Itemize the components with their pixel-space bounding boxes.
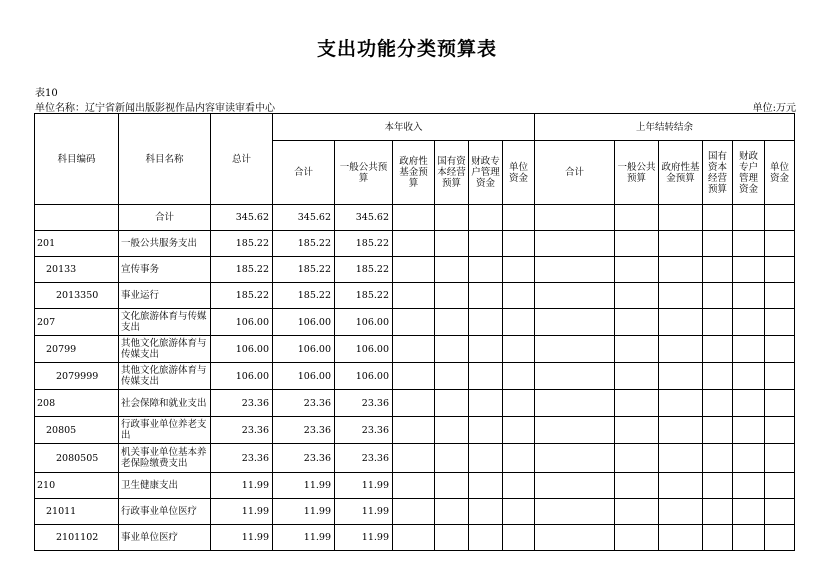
cell-empty — [435, 417, 469, 444]
cell-empty — [703, 257, 733, 283]
cell-empty — [393, 283, 435, 309]
cell-code: 21011 — [35, 499, 119, 525]
cell-empty — [733, 499, 765, 525]
cell-total: 185.22 — [211, 231, 273, 257]
cell-empty — [703, 473, 733, 499]
cell-code: 2079999 — [35, 363, 119, 390]
cell-general-budget: 345.62 — [335, 205, 393, 231]
cell-empty — [615, 390, 659, 417]
unit-name: 单位名称：辽宁省新闻出版影视作品内容审读审看中心 — [35, 103, 275, 114]
table-row — [35, 205, 795, 231]
cell-empty — [615, 444, 659, 473]
header-current-year: 本年收入 — [273, 114, 535, 141]
cell-subtotal: 23.36 — [273, 390, 335, 417]
unit-label: 单位:万元 — [752, 103, 796, 114]
cell-name: 其他文化旅游体育与传媒支出 — [119, 336, 211, 363]
cell-empty — [535, 444, 615, 473]
cell-empty — [469, 525, 503, 551]
cell-empty — [469, 257, 503, 283]
cell-empty — [469, 309, 503, 336]
cell-empty — [435, 473, 469, 499]
cell-code: 20805 — [35, 417, 119, 444]
cell-empty — [615, 283, 659, 309]
cell-general-budget: 106.00 — [335, 336, 393, 363]
cell-empty — [733, 336, 765, 363]
cell-general-budget: 106.00 — [335, 309, 393, 336]
cell-name: 一般公共服务支出 — [119, 231, 211, 257]
cell-empty — [469, 205, 503, 231]
table-row — [35, 417, 795, 444]
cell-general-budget: 185.22 — [335, 283, 393, 309]
cell-empty — [765, 473, 795, 499]
cell-empty — [503, 309, 535, 336]
cell-empty — [733, 525, 765, 551]
header-name: 科目名称 — [119, 114, 211, 205]
cell-empty — [659, 336, 703, 363]
cell-empty — [703, 205, 733, 231]
cell-empty — [659, 499, 703, 525]
cell-subtotal: 185.22 — [273, 257, 335, 283]
table-row — [35, 257, 795, 283]
cell-empty — [703, 283, 733, 309]
cell-empty — [615, 363, 659, 390]
table-number: 表10 — [35, 88, 58, 99]
cell-empty — [535, 205, 615, 231]
cell-empty — [733, 473, 765, 499]
cell-code: 210 — [35, 473, 119, 499]
cell-name: 卫生健康支出 — [119, 473, 211, 499]
cell-empty — [659, 525, 703, 551]
cell-empty — [469, 283, 503, 309]
cell-empty — [469, 417, 503, 444]
cell-empty — [435, 390, 469, 417]
cell-total: 106.00 — [211, 309, 273, 336]
cell-empty — [435, 363, 469, 390]
cell-empty — [535, 525, 615, 551]
cell-empty — [435, 499, 469, 525]
cell-empty — [469, 473, 503, 499]
cell-general-budget: 11.99 — [335, 525, 393, 551]
cell-empty — [503, 283, 535, 309]
table-row — [35, 525, 795, 551]
cell-empty — [503, 473, 535, 499]
cell-empty — [393, 390, 435, 417]
cell-subtotal: 185.22 — [273, 231, 335, 257]
cell-empty — [469, 444, 503, 473]
page-title: 支出功能分类预算表 — [316, 38, 497, 60]
cell-code: 201 — [35, 231, 119, 257]
cell-subtotal: 106.00 — [273, 336, 335, 363]
cell-empty — [615, 525, 659, 551]
cell-empty — [435, 309, 469, 336]
cell-empty — [703, 390, 733, 417]
cell-general-budget: 185.22 — [335, 257, 393, 283]
table-row — [35, 363, 795, 390]
cell-total: 11.99 — [211, 499, 273, 525]
header-general-budget: 一般公共预算 — [335, 141, 393, 205]
cell-code: 208 — [35, 390, 119, 417]
cell-subtotal: 185.22 — [273, 283, 335, 309]
cell-empty — [435, 231, 469, 257]
cell-name: 社会保障和就业支出 — [119, 390, 211, 417]
cell-name: 宣传事务 — [119, 257, 211, 283]
cell-empty — [469, 231, 503, 257]
cell-empty — [503, 205, 535, 231]
cell-empty — [765, 336, 795, 363]
cell-empty — [503, 390, 535, 417]
cell-total: 23.36 — [211, 444, 273, 473]
cell-total: 23.36 — [211, 417, 273, 444]
cell-empty — [703, 336, 733, 363]
cell-empty — [393, 205, 435, 231]
cell-code: 2101102 — [35, 525, 119, 551]
header-state-capital-2: 国有资本经营预算 — [703, 141, 733, 205]
cell-empty — [703, 444, 733, 473]
cell-empty — [435, 205, 469, 231]
cell-subtotal: 106.00 — [273, 309, 335, 336]
cell-empty — [503, 257, 535, 283]
cell-empty — [535, 231, 615, 257]
cell-total: 11.99 — [211, 473, 273, 499]
cell-total: 11.99 — [211, 525, 273, 551]
cell-total: 185.22 — [211, 283, 273, 309]
cell-empty — [535, 417, 615, 444]
cell-empty — [659, 205, 703, 231]
table-row — [35, 309, 795, 336]
cell-empty — [535, 309, 615, 336]
header-subtotal-2: 合计 — [535, 141, 615, 205]
cell-empty — [765, 525, 795, 551]
cell-subtotal: 345.62 — [273, 205, 335, 231]
cell-empty — [765, 283, 795, 309]
cell-empty — [435, 525, 469, 551]
cell-empty — [503, 499, 535, 525]
cell-name: 行政事业单位养老支出 — [119, 417, 211, 444]
header-general-budget-2: 一般公共预算 — [615, 141, 659, 205]
cell-empty — [659, 390, 703, 417]
cell-empty — [659, 257, 703, 283]
cell-empty — [659, 417, 703, 444]
cell-name: 事业单位医疗 — [119, 525, 211, 551]
header-prior-year: 上年结转结余 — [535, 114, 795, 141]
cell-empty — [435, 444, 469, 473]
cell-empty — [469, 363, 503, 390]
table-row — [35, 473, 795, 499]
cell-empty — [435, 283, 469, 309]
header-unit-fund-2: 单位资金 — [765, 141, 795, 205]
header-total: 总计 — [211, 114, 273, 205]
cell-empty — [765, 499, 795, 525]
cell-empty — [393, 417, 435, 444]
cell-general-budget: 11.99 — [335, 499, 393, 525]
cell-general-budget: 106.00 — [335, 363, 393, 390]
cell-empty — [535, 499, 615, 525]
cell-general-budget: 23.36 — [335, 444, 393, 473]
header-code: 科目编码 — [35, 114, 119, 205]
cell-code — [35, 205, 119, 231]
cell-empty — [503, 525, 535, 551]
cell-empty — [503, 363, 535, 390]
cell-name: 文化旅游体育与传媒支出 — [119, 309, 211, 336]
header-unit-fund: 单位资金 — [503, 141, 535, 205]
cell-empty — [503, 231, 535, 257]
table-row — [35, 499, 795, 525]
cell-empty — [765, 231, 795, 257]
cell-empty — [765, 444, 795, 473]
cell-empty — [469, 336, 503, 363]
cell-total: 345.62 — [211, 205, 273, 231]
cell-empty — [393, 336, 435, 363]
cell-empty — [393, 499, 435, 525]
table-row — [35, 444, 795, 473]
cell-empty — [393, 309, 435, 336]
cell-empty — [765, 205, 795, 231]
table-row — [35, 283, 795, 309]
cell-empty — [765, 309, 795, 336]
cell-empty — [503, 417, 535, 444]
cell-empty — [733, 444, 765, 473]
cell-empty — [503, 444, 535, 473]
cell-total: 106.00 — [211, 363, 273, 390]
cell-empty — [535, 257, 615, 283]
cell-empty — [393, 231, 435, 257]
cell-code: 207 — [35, 309, 119, 336]
cell-empty — [393, 525, 435, 551]
header-subtotal: 合计 — [273, 141, 335, 205]
cell-empty — [535, 363, 615, 390]
cell-empty — [733, 231, 765, 257]
cell-empty — [733, 363, 765, 390]
cell-subtotal: 11.99 — [273, 525, 335, 551]
cell-name: 事业运行 — [119, 283, 211, 309]
cell-empty — [503, 336, 535, 363]
cell-empty — [615, 336, 659, 363]
cell-empty — [659, 444, 703, 473]
cell-general-budget: 11.99 — [335, 473, 393, 499]
header-fiscal-special: 财政专户管理资金 — [469, 141, 503, 205]
cell-empty — [435, 257, 469, 283]
cell-empty — [469, 499, 503, 525]
cell-total: 23.36 — [211, 390, 273, 417]
cell-subtotal: 23.36 — [273, 417, 335, 444]
cell-empty — [659, 473, 703, 499]
cell-empty — [765, 257, 795, 283]
cell-empty — [733, 390, 765, 417]
table-row — [35, 390, 795, 417]
cell-empty — [703, 499, 733, 525]
cell-empty — [615, 309, 659, 336]
cell-code: 2080505 — [35, 444, 119, 473]
cell-empty — [703, 525, 733, 551]
cell-code: 20133 — [35, 257, 119, 283]
header-gov-fund: 政府性基金预算 — [393, 141, 435, 205]
cell-subtotal: 11.99 — [273, 499, 335, 525]
cell-empty — [535, 473, 615, 499]
cell-empty — [703, 363, 733, 390]
cell-empty — [469, 390, 503, 417]
cell-empty — [659, 309, 703, 336]
cell-subtotal: 11.99 — [273, 473, 335, 499]
cell-empty — [615, 205, 659, 231]
cell-empty — [733, 205, 765, 231]
cell-empty — [535, 390, 615, 417]
cell-name: 行政事业单位医疗 — [119, 499, 211, 525]
header-fiscal-special-2: 财政专户管理资金 — [733, 141, 765, 205]
cell-empty — [615, 417, 659, 444]
cell-empty — [615, 231, 659, 257]
cell-empty — [535, 336, 615, 363]
header-gov-fund-2: 政府性基金预算 — [659, 141, 703, 205]
cell-general-budget: 23.36 — [335, 390, 393, 417]
cell-total: 185.22 — [211, 257, 273, 283]
header-state-capital: 国有资本经营预算 — [435, 141, 469, 205]
cell-empty — [393, 473, 435, 499]
cell-empty — [765, 390, 795, 417]
cell-empty — [393, 444, 435, 473]
cell-empty — [733, 309, 765, 336]
table-row — [35, 231, 795, 257]
cell-empty — [615, 473, 659, 499]
cell-empty — [535, 283, 615, 309]
table-row — [35, 336, 795, 363]
cell-name: 合计 — [119, 205, 211, 231]
cell-general-budget: 23.36 — [335, 417, 393, 444]
cell-name: 机关事业单位基本养老保险缴费支出 — [119, 444, 211, 473]
cell-empty — [733, 257, 765, 283]
cell-empty — [703, 309, 733, 336]
cell-empty — [393, 257, 435, 283]
cell-empty — [435, 336, 469, 363]
cell-empty — [659, 231, 703, 257]
cell-empty — [733, 283, 765, 309]
cell-subtotal: 23.36 — [273, 444, 335, 473]
cell-name: 其他文化旅游体育与传媒支出 — [119, 363, 211, 390]
cell-empty — [615, 257, 659, 283]
cell-general-budget: 185.22 — [335, 231, 393, 257]
cell-empty — [703, 231, 733, 257]
cell-empty — [765, 363, 795, 390]
cell-empty — [393, 363, 435, 390]
cell-empty — [659, 283, 703, 309]
cell-code: 2013350 — [35, 283, 119, 309]
cell-subtotal: 106.00 — [273, 363, 335, 390]
budget-table — [34, 113, 795, 551]
cell-empty — [703, 417, 733, 444]
cell-empty — [765, 417, 795, 444]
cell-empty — [659, 363, 703, 390]
cell-empty — [615, 499, 659, 525]
cell-empty — [733, 417, 765, 444]
cell-code: 20799 — [35, 336, 119, 363]
cell-total: 106.00 — [211, 336, 273, 363]
